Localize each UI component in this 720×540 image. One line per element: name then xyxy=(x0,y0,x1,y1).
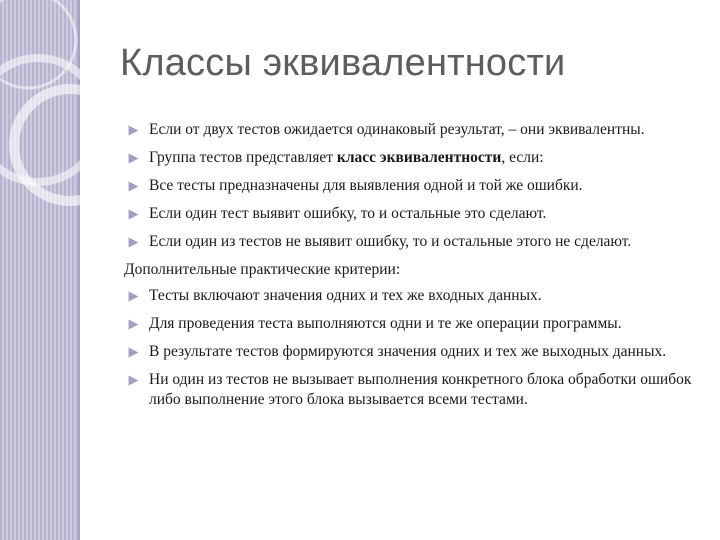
bullet-icon xyxy=(128,209,139,220)
list-item-text: В результате тестов формируются значения одних и тех же выходных данных. xyxy=(149,343,667,360)
list-item-text: Тесты включают значения одних и тех же входных данных. xyxy=(149,287,542,304)
bullet-icon xyxy=(128,153,139,164)
list-item-text: Для проведения теста выполняются одни и те же операции программы. xyxy=(149,315,622,332)
list-item xyxy=(126,342,706,362)
list-item-text: Если от двух тестов ожидается одинаковый результат, – они эквивалентны. xyxy=(149,121,645,138)
list-item xyxy=(126,232,706,252)
list-item-text: Ни один из тестов не вызывает выполнения конкретного блока обработки ошибок либо выполнение этого блока вызывается всеми тестами. xyxy=(149,371,692,408)
bullet-icon xyxy=(128,291,139,302)
list-item xyxy=(126,120,706,140)
list-item xyxy=(126,286,706,306)
list-item xyxy=(126,148,706,168)
list-item xyxy=(126,204,706,224)
section-subheading: Дополнительные практические критерии: xyxy=(124,261,401,278)
bullet-icon xyxy=(128,237,139,248)
bullet-icon xyxy=(128,125,139,136)
emphasized-term: класс эквивалентности xyxy=(336,149,502,166)
bullet-icon xyxy=(128,319,139,330)
bullet-icon xyxy=(128,347,139,358)
list-item-text: Если один из тестов не выявит ошибку, то и остальные этого не сделают. xyxy=(149,233,632,250)
list-item xyxy=(126,176,706,196)
list-item-text: , если: xyxy=(501,149,544,166)
bullet-icon xyxy=(128,375,139,386)
bullet-icon xyxy=(128,181,139,192)
list-item-text: Все тесты предназначены для выявления одной и той же ошибки. xyxy=(149,177,583,194)
list-item-text: Если один тест выявит ошибку, то и остальные это сделают. xyxy=(149,205,547,222)
slide-title: Классы эквивалентности xyxy=(120,42,566,84)
list-item-text: Группа тестов представляет xyxy=(149,149,337,166)
list-item xyxy=(126,314,706,334)
slide-content xyxy=(126,120,706,418)
list-item xyxy=(126,370,706,410)
